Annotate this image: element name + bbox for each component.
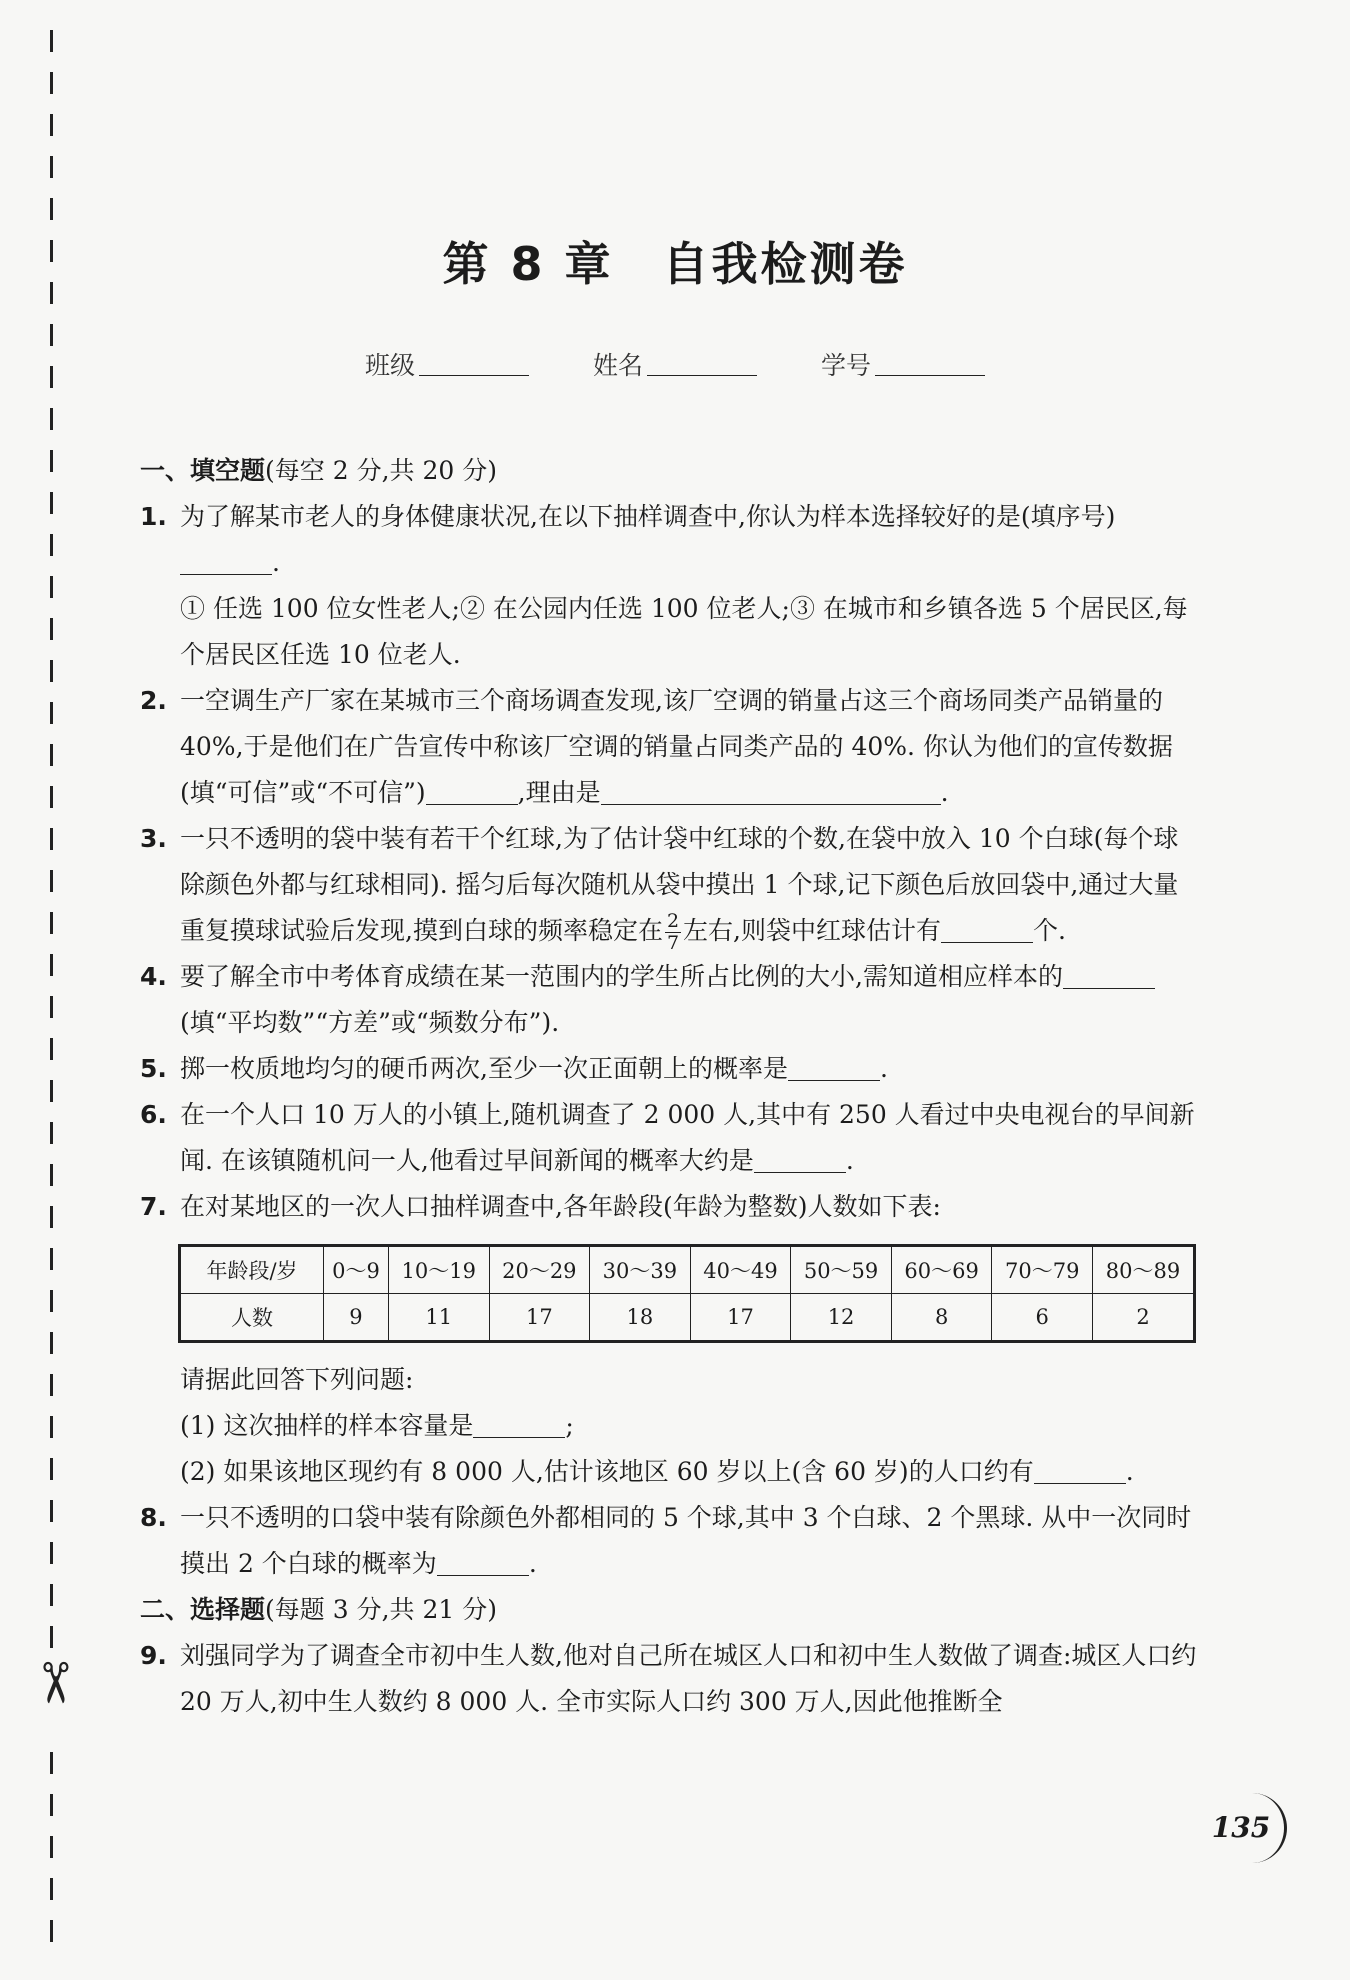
table-cell: 8 xyxy=(891,1294,992,1342)
cut-line-dash xyxy=(50,1920,53,1942)
section-note: (每题 3 分,共 21 分) xyxy=(265,1595,497,1624)
cut-line-dash xyxy=(50,954,53,976)
cut-line-dash xyxy=(50,1080,53,1102)
question-end: . xyxy=(879,1054,888,1083)
table-cell: 0～9 xyxy=(324,1246,389,1294)
section-note: (每空 2 分,共 20 分) xyxy=(265,456,497,485)
cut-line-dash xyxy=(50,786,53,808)
question-text: 为了解某市老人的身体健康状况,在以下抽样调查中,你认为样本选择较好的是(填序号) xyxy=(180,502,1116,531)
cut-line-dash xyxy=(50,324,53,346)
question-text: 一只不透明的袋中装有若干个红球,为了估计袋中红球的个数,在袋中放入 10 个白球(每个球除颜色外都与红球相同). 摇匀后每次随机从袋中摸出 1 个球,记下颜色后放回袋中,通过大量重复摸球试验后发现,摸到白球的频率稳定在 xyxy=(180,824,1179,945)
subpart-end: ; xyxy=(565,1411,574,1440)
cut-line-dash xyxy=(50,1584,53,1606)
table-cell: 6 xyxy=(992,1294,1093,1342)
cut-line-dash xyxy=(50,1164,53,1186)
cut-line-dash xyxy=(50,1248,53,1270)
answer-blank[interactable] xyxy=(437,1551,529,1576)
question-content xyxy=(140,448,1202,1725)
table-cell: 50～59 xyxy=(791,1246,892,1294)
table-cell: 11 xyxy=(388,1294,489,1342)
table-row xyxy=(180,1246,1195,1294)
answer-blank[interactable] xyxy=(941,918,1033,943)
cut-line-dash xyxy=(50,534,53,556)
subpart-2: (2) 如果该地区现约有 8 000 人,估计该地区 60 岁以上(含 60 岁)的人口约有 xyxy=(180,1457,1034,1486)
question-8 xyxy=(140,1495,1202,1587)
question-text: 要了解全市中考体育成绩在某一范围内的学生所占比例的大小,需知道相应样本的 xyxy=(180,962,1063,991)
question-end: . xyxy=(272,548,280,577)
table-header-cell: 年龄段/岁 xyxy=(180,1246,324,1294)
question-3 xyxy=(140,816,1202,954)
question-end: . xyxy=(528,1549,537,1578)
id-field[interactable] xyxy=(875,355,985,376)
question-5 xyxy=(140,1046,1202,1092)
question-options: ① 任选 100 位女性老人;② 在公园内任选 100 位老人;③ 在城市和乡镇各选 5 个居民区,每个居民区任选 10 位老人. xyxy=(180,594,1188,669)
cut-line-dash xyxy=(50,30,53,52)
table-cell: 30～39 xyxy=(590,1246,691,1294)
cut-line-dash xyxy=(50,198,53,220)
cut-line-dash xyxy=(50,996,53,1018)
table-cell: 12 xyxy=(791,1294,892,1342)
table-header-cell: 人数 xyxy=(180,1294,324,1342)
cut-line-dash xyxy=(50,1290,53,1312)
table-cell: 2 xyxy=(1093,1294,1195,1342)
cut-line-dash xyxy=(50,1206,53,1228)
answer-blank[interactable] xyxy=(754,1148,846,1173)
question-number: 4. xyxy=(140,962,167,991)
question-number: 8. xyxy=(140,1503,167,1532)
cut-line-dash xyxy=(50,660,53,682)
table-cell: 70～79 xyxy=(992,1246,1093,1294)
question-2 xyxy=(140,678,1202,816)
cut-line-dash xyxy=(50,1332,53,1354)
cut-line-dash xyxy=(50,1794,53,1816)
cut-line-dash xyxy=(50,1038,53,1060)
question-end: . xyxy=(845,1146,854,1175)
cut-line-dash xyxy=(50,1122,53,1144)
cut-line-dash xyxy=(50,1416,53,1438)
cut-line xyxy=(0,0,110,1980)
subpart-1: (1) 这次抽样的样本容量是 xyxy=(180,1411,474,1440)
question-end: (填“平均数”“方差”或“频数分布”). xyxy=(180,1008,560,1037)
student-info xyxy=(0,346,1350,382)
cut-line-dash xyxy=(50,1752,53,1774)
subpart-end: . xyxy=(1125,1457,1134,1486)
cut-line-dash xyxy=(50,828,53,850)
cut-line-dash xyxy=(50,408,53,430)
question-number: 1. xyxy=(140,502,167,531)
table-cell: 18 xyxy=(590,1294,691,1342)
answer-blank[interactable] xyxy=(1034,1459,1126,1484)
cut-line-dash xyxy=(50,492,53,514)
cut-line-dash xyxy=(50,744,53,766)
name-field[interactable] xyxy=(647,355,757,376)
answer-blank[interactable] xyxy=(788,1056,880,1081)
table-cell: 17 xyxy=(489,1294,590,1342)
cut-line-dash xyxy=(50,450,53,472)
age-table xyxy=(178,1244,1196,1343)
page-number: 135 xyxy=(1198,1793,1287,1863)
section-title: 一、填空题 xyxy=(140,456,266,485)
question-text: 掷一枚质地均匀的硬币两次,至少一次正面朝上的概率是 xyxy=(180,1054,788,1083)
question-9 xyxy=(140,1633,1202,1725)
subpart-prompt: 请据此回答下列问题: xyxy=(180,1365,414,1394)
cut-line-dash xyxy=(50,114,53,136)
answer-blank[interactable] xyxy=(1063,964,1155,989)
table-cell: 20～29 xyxy=(489,1246,590,1294)
question-text-b: 左右,则袋中红球估计有 xyxy=(683,916,941,945)
question-number: 9. xyxy=(140,1641,167,1670)
section-title: 二、选择题 xyxy=(140,1595,266,1624)
id-label: 学号 xyxy=(820,351,871,380)
table-cell: 40～49 xyxy=(690,1246,791,1294)
question-1 xyxy=(140,494,1202,678)
table-cell: 17 xyxy=(690,1294,791,1342)
cut-line-dash xyxy=(50,72,53,94)
question-end: 个. xyxy=(1033,916,1066,945)
cut-line-dash xyxy=(50,1836,53,1858)
answer-blank[interactable] xyxy=(473,1413,565,1438)
class-field[interactable] xyxy=(419,355,529,376)
cut-line-dash xyxy=(50,1542,53,1564)
cut-line-dash xyxy=(50,870,53,892)
question-number: 2. xyxy=(140,686,167,715)
question-7-subparts xyxy=(140,1357,1202,1495)
section-heading-2 xyxy=(140,1587,1202,1633)
cut-line-dash xyxy=(50,1878,53,1900)
table-cell: 80～89 xyxy=(1093,1246,1195,1294)
table-row xyxy=(180,1294,1195,1342)
cut-line-dash xyxy=(50,156,53,178)
question-4 xyxy=(140,954,1202,1046)
fraction-numerator: 2 xyxy=(666,910,680,932)
class-label: 班级 xyxy=(365,351,416,380)
cut-line-dash xyxy=(50,1626,53,1648)
question-text: 刘强同学为了调查全市初中生人数,他对自己所在城区人口和初中生人数做了调查:城区人口约 20 万人,初中生人数约 8 000 人. 全市实际人口约 300 万人,因此他推断全 xyxy=(180,1641,1197,1716)
question-number: 5. xyxy=(140,1054,167,1083)
question-mid: ,理由是 xyxy=(517,778,601,807)
answer-blank[interactable] xyxy=(426,780,518,805)
name-label: 姓名 xyxy=(592,351,643,380)
reason-blank[interactable] xyxy=(601,780,941,805)
table-cell: 10～19 xyxy=(388,1246,489,1294)
fraction xyxy=(665,911,681,954)
table-cell: 9 xyxy=(324,1294,389,1342)
cut-line-dash xyxy=(50,1458,53,1480)
question-number: 3. xyxy=(140,824,167,853)
question-text: 一空调生产厂家在某城市三个商场调查发现,该厂空调的销量占这三个商场同类产品销量的 40%,于是他们在广告宣传中称该厂空调的销量占同类产品的 40%. 你认为他们的宣传数据(填“可信”或“不可信”) xyxy=(180,686,1173,807)
cut-line-dash xyxy=(50,1500,53,1522)
fraction-denominator: 7 xyxy=(666,932,680,954)
question-text: 一只不透明的口袋中装有除颜色外都相同的 5 个球,其中 3 个白球、2 个黑球. 从中一次同时摸出 2 个白球的概率为 xyxy=(180,1503,1192,1578)
scissors-icon: ✂ xyxy=(21,1659,87,1707)
cut-line-dash xyxy=(50,912,53,934)
table-cell: 60～69 xyxy=(891,1246,992,1294)
section-heading-1 xyxy=(140,448,1202,494)
question-text: 在对某地区的一次人口抽样调查中,各年龄段(年龄为整数)人数如下表: xyxy=(180,1192,941,1221)
cut-line-dash xyxy=(50,618,53,640)
question-end: . xyxy=(940,778,949,807)
cut-line-dash xyxy=(50,702,53,724)
question-text: 在一个人口 10 万人的小镇上,随机调查了 2 000 人,其中有 250 人看过中央电视台的早间新闻. 在该镇随机问一人,他看过早间新闻的概率大约是 xyxy=(180,1100,1195,1175)
question-6 xyxy=(140,1092,1202,1184)
question-number: 7. xyxy=(140,1192,167,1221)
question-number: 6. xyxy=(140,1100,167,1129)
cut-line-dash xyxy=(50,1374,53,1396)
page-title: 第 8 章 自我检测卷 xyxy=(442,237,908,291)
answer-blank[interactable] xyxy=(180,550,272,575)
cut-line-dash xyxy=(50,576,53,598)
question-7 xyxy=(140,1184,1202,1230)
